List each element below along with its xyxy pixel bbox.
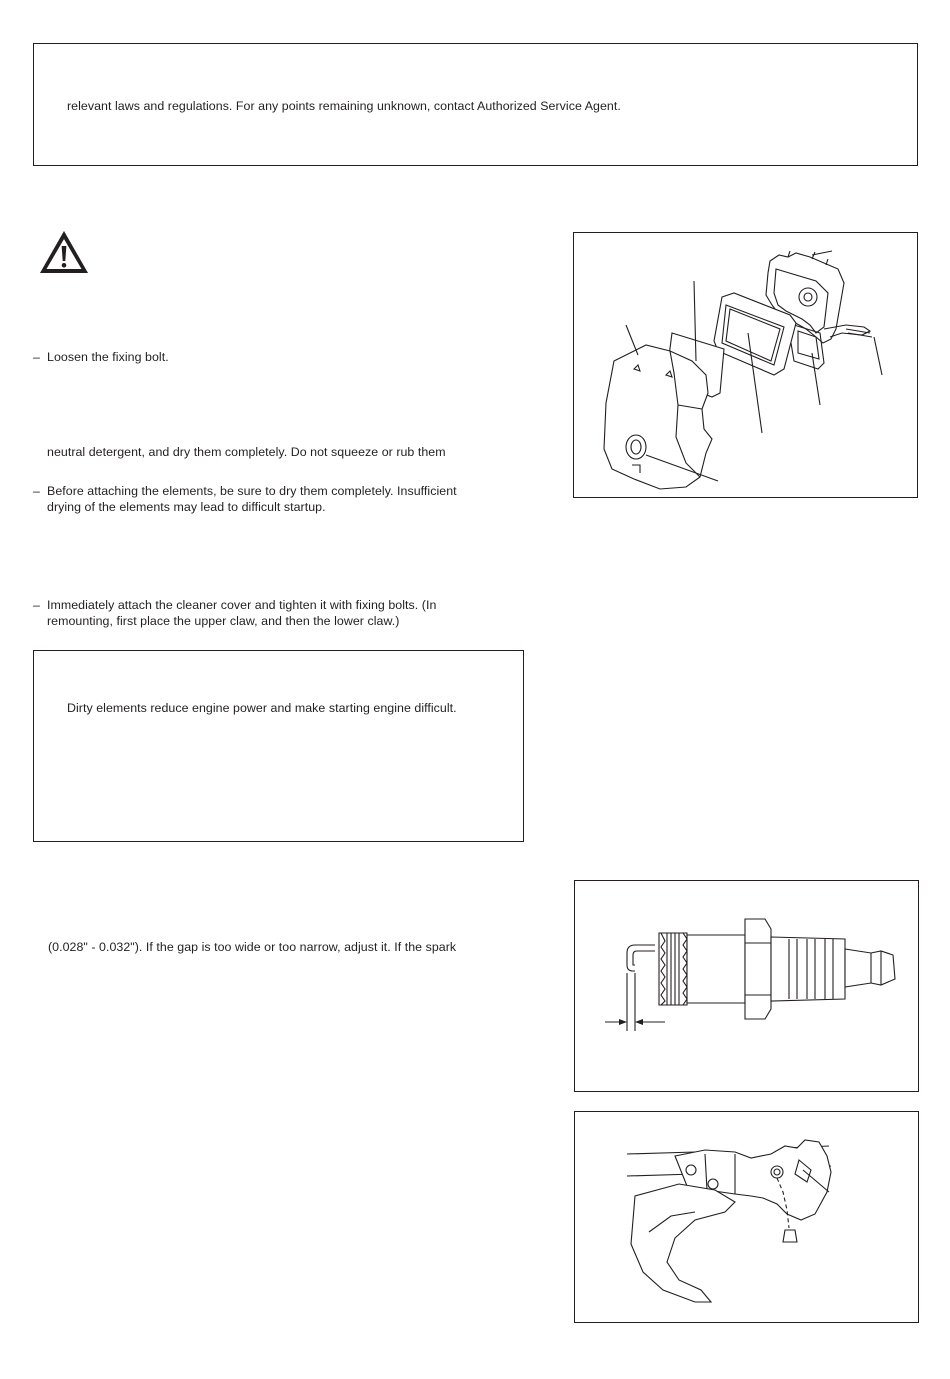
top-notice-text: relevant laws and regulations. For any points remaining unknown, contact Authorized Service Agent.: [67, 99, 621, 113]
spark-plug-gap-figure: [574, 880, 919, 1092]
step-loosen-bolt: Loosen the fixing bolt.: [47, 350, 169, 364]
step-attach-line-2: remounting, first place the upper claw, and then the lower claw.): [47, 614, 400, 628]
step-dry-line-2: drying of the elements may lead to difficult startup.: [47, 500, 326, 514]
step-dash: –: [33, 598, 40, 612]
gear-case-grease-figure: [574, 1111, 919, 1323]
top-notice-box: [33, 43, 918, 166]
step-attach-line-1: Immediately attach the cleaner cover and tighten it with fixing bolts. (In: [47, 598, 437, 612]
note-text: Dirty elements reduce engine power and make starting engine difficult.: [67, 701, 457, 715]
air-cleaner-exploded-figure: [573, 232, 918, 498]
spark-plug-gap-text: (0.028" - 0.032"). If the gap is too wide or too narrow, adjust it. If the spark: [48, 940, 457, 954]
step-dash: –: [33, 350, 40, 364]
note-box: [33, 650, 524, 842]
step-dry-line-1: Before attaching the elements, be sure to dry them completely. Insufficient: [47, 484, 457, 498]
step-detergent: neutral detergent, and dry them completely. Do not squeeze or rub them: [47, 445, 446, 459]
step-dash: –: [33, 484, 40, 498]
warning-triangle-icon: [37, 228, 91, 276]
